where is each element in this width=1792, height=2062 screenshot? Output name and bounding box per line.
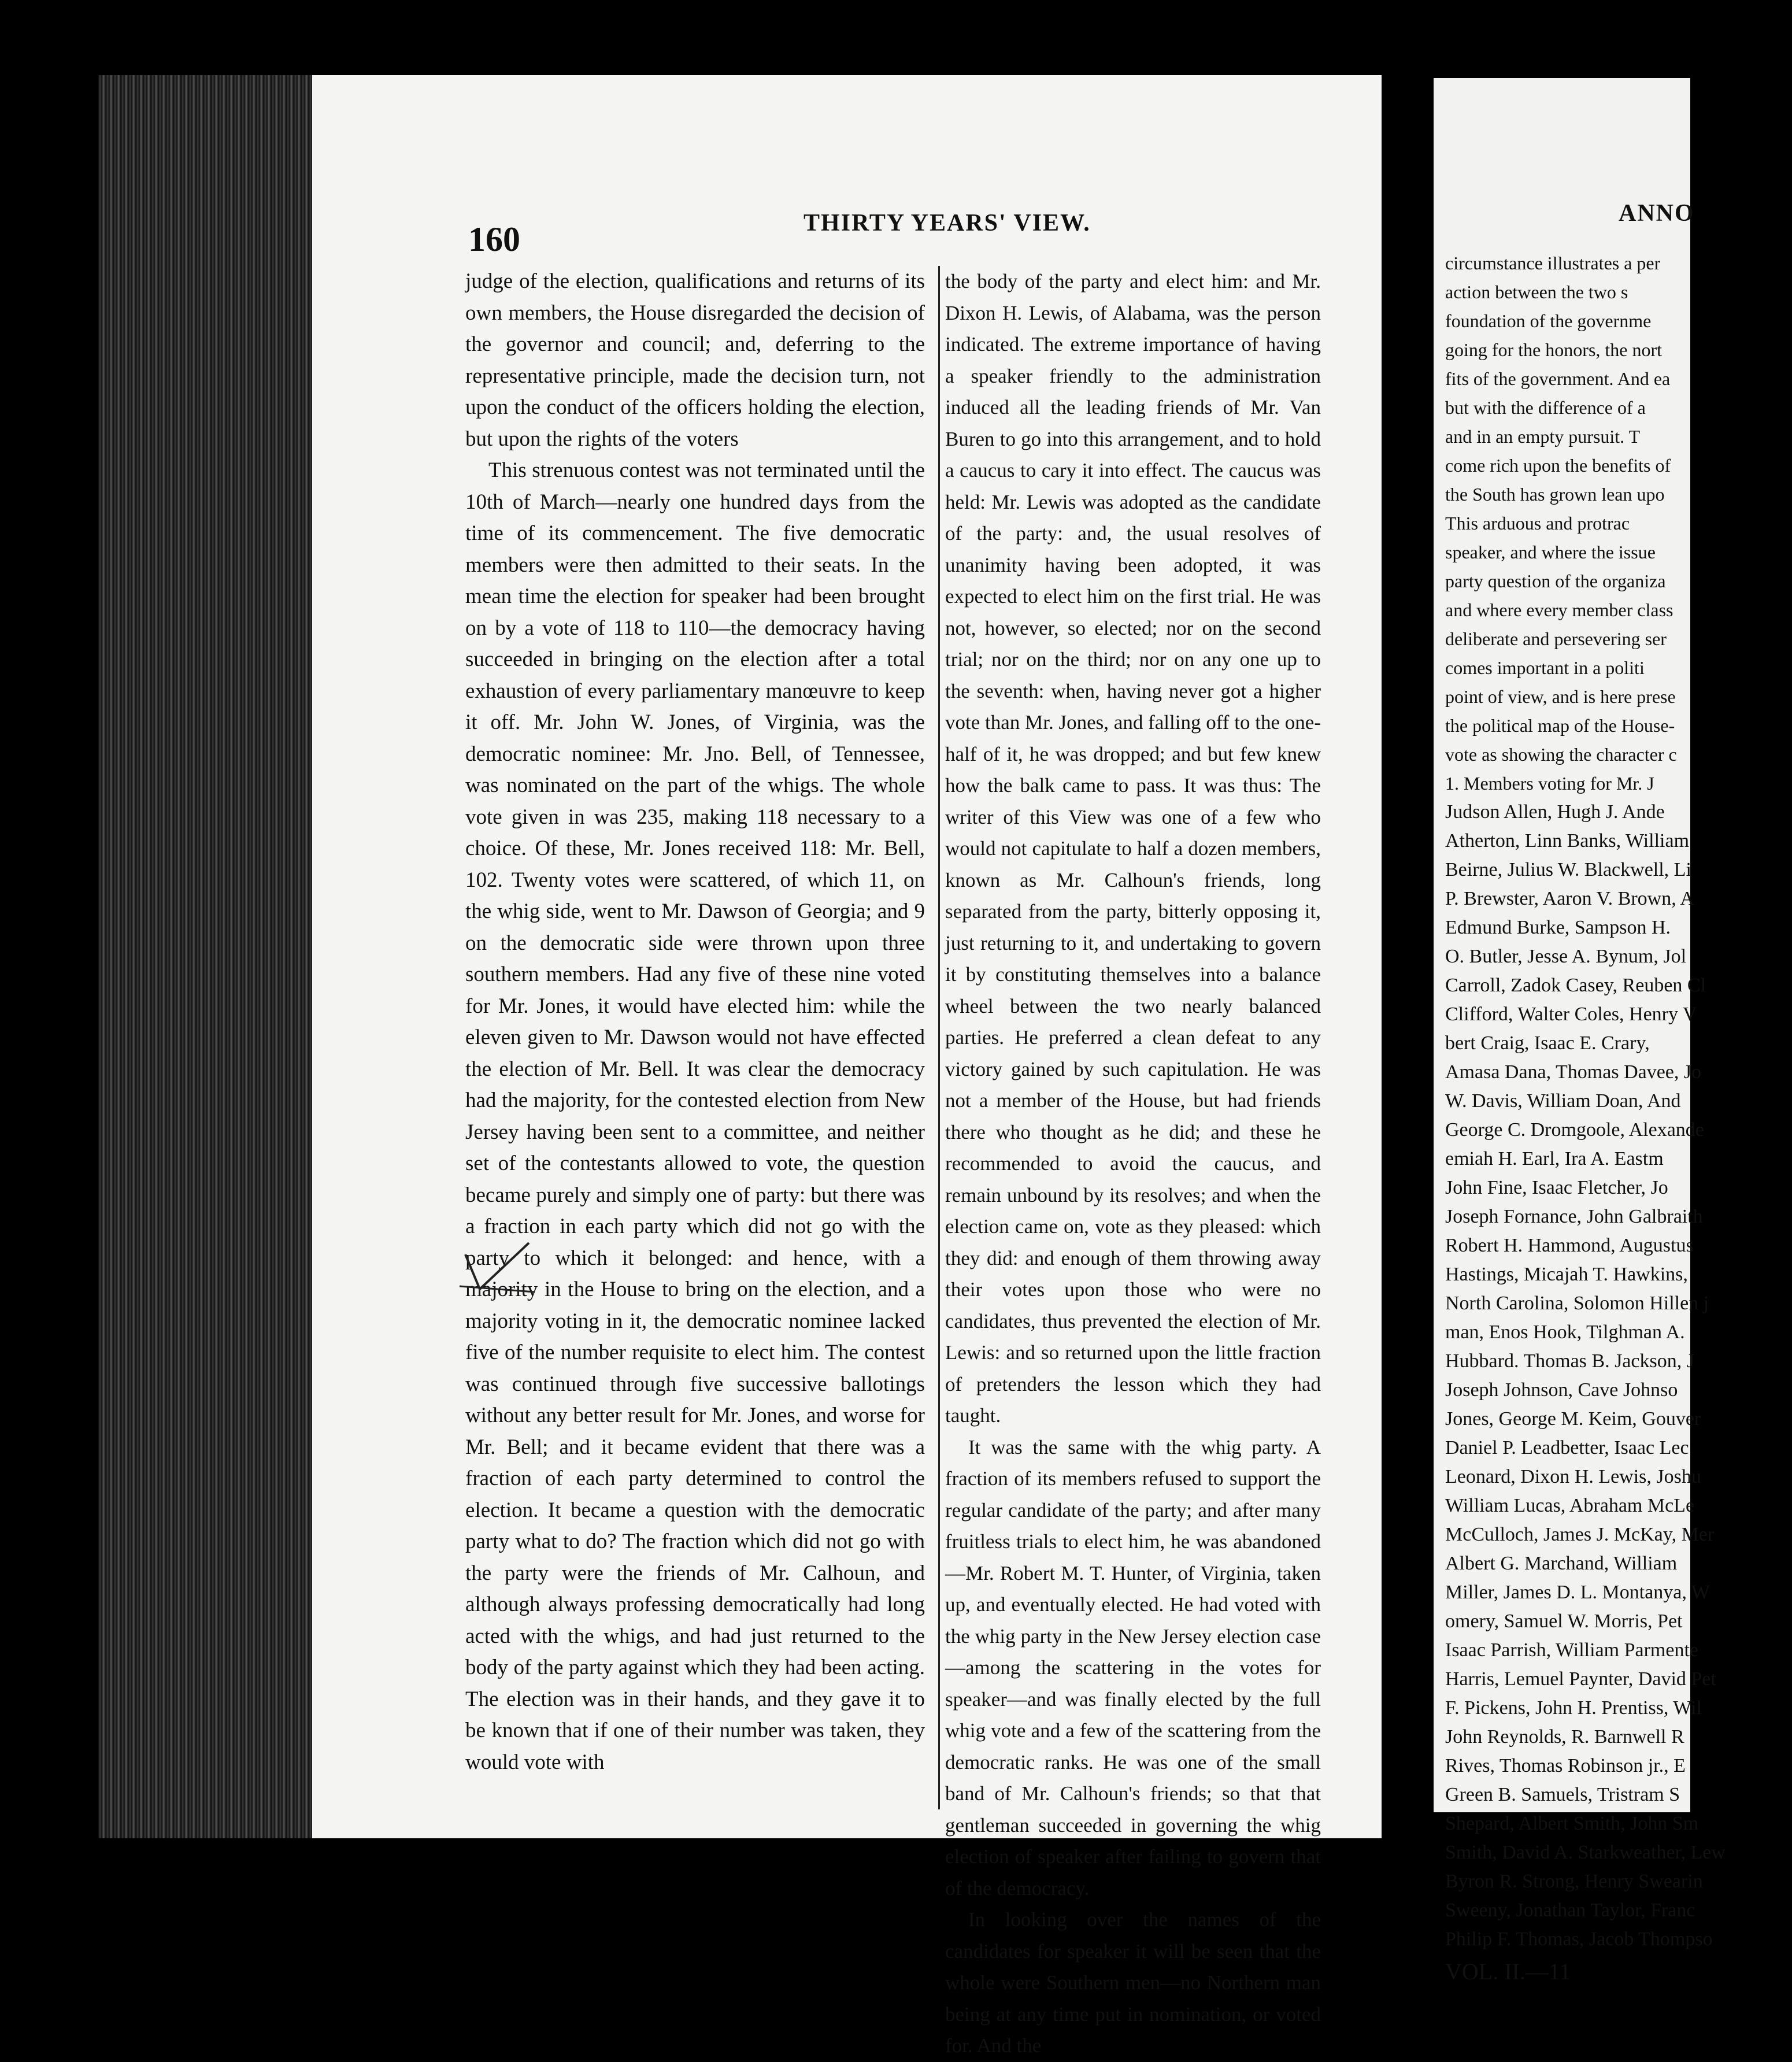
- member-name-line: Daniel P. Leadbetter, Isaac Lec: [1445, 1437, 1689, 1458]
- member-name-line: Robert H. Hammond, Augustus: [1445, 1235, 1694, 1256]
- text-line: fits of the government. And ea: [1445, 368, 1671, 389]
- member-name-line: emiah H. Earl, Ira A. Eastm: [1445, 1148, 1664, 1169]
- right-page: [1434, 78, 1726, 1985]
- member-name-line: Byron R. Strong, Henry Swearin: [1445, 1871, 1703, 1892]
- member-name-line: Miller, James D. L. Montanya, W: [1445, 1582, 1710, 1603]
- paragraph: It was the same with the whig party. A fraction of its members refused to support the regular candidate of the party; and after many fruitless trials to elect him, he was abandoned—Mr. Robert M. T. Hunter, of Virginia, taken up, and eventually elected. He had voted with the whig party in the New Jersey election case—among the scattering in the votes for speaker—and was finally elected by the full whig vote and a few of the scattering from the democratic ranks. He was one of the small band of Mr. Calhoun's friends; so that that gentleman succeeded in governing the whig election of speaker after failing to govern that of the democracy.: [945, 1435, 1321, 1900]
- member-name-line: O. Butler, Jesse A. Bynum, Jol: [1445, 946, 1687, 967]
- member-name-line: Clifford, Walter Coles, Henry V: [1445, 1004, 1697, 1025]
- member-name-line: Rives, Thomas Robinson jr., E: [1445, 1755, 1686, 1776]
- member-name-line: Atherton, Linn Banks, William: [1445, 830, 1690, 852]
- member-name-line: Sweeny, Jonathan Taylor, Franc: [1445, 1900, 1695, 1921]
- running-head: THIRTY YEARS' VIEW.: [804, 210, 1091, 236]
- text-line: foundation of the governme: [1445, 310, 1652, 331]
- member-name-line: Green B. Samuels, Tristram S: [1445, 1784, 1680, 1805]
- column-rule: [938, 266, 940, 1809]
- member-name-line: North Carolina, Solomon Hillen j: [1445, 1293, 1709, 1314]
- member-name-line: Smith, David A. Starkweather, Lew: [1445, 1842, 1726, 1863]
- paragraph: In looking over the names of the candidates for speaker it will be seen that the whole were Southern men—no Northern man being at any time put in nomination, or voted for. And the: [945, 1908, 1321, 2057]
- text-column-left: [465, 266, 925, 1778]
- member-name-line: man, Enos Hook, Tilghman A.: [1445, 1321, 1685, 1343]
- member-name-line: W. Davis, William Doan, And: [1445, 1090, 1681, 1112]
- member-name-line: Philip F. Thomas, Jacob Thompso: [1445, 1928, 1713, 1950]
- text-column-right: [945, 266, 1321, 2062]
- text-line: action between the two s: [1445, 282, 1628, 302]
- member-name-line: bert Craig, Isaac E. Crary,: [1445, 1032, 1650, 1054]
- member-name-line: Leonard, Dixon H. Lewis, Joshu: [1445, 1466, 1701, 1487]
- right-running-head: ANNO: [1619, 200, 1695, 227]
- member-name-line: John Reynolds, R. Barnwell R: [1445, 1726, 1684, 1748]
- text-line: going for the honors, the nort: [1445, 339, 1663, 360]
- member-name-line: Joseph Johnson, Cave Johnso: [1445, 1379, 1678, 1401]
- text-line: point of view, and is here prese: [1445, 686, 1676, 707]
- member-name-line: Amasa Dana, Thomas Davee, Jo: [1445, 1061, 1702, 1083]
- member-name-line: Beirne, Julius W. Blackwell, Li: [1445, 859, 1691, 880]
- member-name-line: P. Brewster, Aaron V. Brown, A: [1445, 888, 1694, 909]
- text-line: vote as showing the character c: [1445, 744, 1677, 765]
- text-line: but with the difference of a: [1445, 397, 1646, 418]
- member-name-line: Hubbard. Thomas B. Jackson, J: [1445, 1350, 1694, 1372]
- member-name-line: F. Pickens, John H. Prentiss, Wil: [1445, 1697, 1702, 1719]
- text-line: speaker, and where the issue: [1445, 542, 1656, 562]
- member-name-line: McCulloch, James J. McKay, Mer: [1445, 1524, 1715, 1545]
- text-line: This arduous and protrac: [1445, 513, 1630, 534]
- member-name-line: Shepard, Albert Smith, John Sm: [1445, 1813, 1699, 1834]
- member-name-line: John Fine, Isaac Fletcher, Jo: [1445, 1177, 1668, 1198]
- member-name-line: Judson Allen, Hugh J. Ande: [1445, 801, 1665, 823]
- text-line: party question of the organiza: [1445, 571, 1666, 591]
- right-page-text: [1445, 249, 1792, 1986]
- paragraph: judge of the election, qualifications and returns of its own members, the House disregarded the decision of the governor and council; and, deferring to the representative principle, made the decision turn, not upon the conduct of the officers holding the election, but upon the rights of the voters: [465, 269, 925, 451]
- member-name-line: Harris, Lemuel Paynter, David Pet: [1445, 1668, 1716, 1690]
- paragraph: the body of the party and elect him: and Mr. Dixon H. Lewis, of Alabama, was the person indicated. The extreme importance of having a speaker friendly to the administration induced all the leading friends of Mr. Van Buren to go into this arrangement, and to hold a caucus to cary it into effect. The caucus was held: Mr. Lewis was adopted as the candidate of the party: and, the usual resolves of unanimity having been adopted, it was expected to elect him on the first trial. He was not, however, so elected; nor on the second trial; nor on the third; nor on any one up to the seventh: when, having never got a higher vote than Mr. Jones, and falling off to the one-half of it, he was dropped; and but few knew how the balk came to pass. It was thus: The writer of this View was one of a few who would not capitulate to half a dozen members, known as Mr. Calhoun's friends, long separated from the party, bitterly opposing it, just returning to it, and undertaking to govern it by constituting themselves into a balance wheel between the two nearly balanced parties. He preferred a clean defeat to any victory gained by such capitulation. He was not a member of the House, but had friends there who thought as he did; and these he recommended to avoid the caucus, and remain unbound by its resolves; and when the election came on, vote as they pleased: which they did: and enough of them throwing away their votes upon those who were no candidates, thus prevented the election of Mr. Lewis: and so returned upon the little fraction of pretenders the lesson which they had taught.: [945, 270, 1321, 1427]
- member-name-line: William Lucas, Abraham McLe: [1445, 1495, 1695, 1516]
- member-name-line: Joseph Fornance, John Galbraith: [1445, 1206, 1703, 1227]
- text-line: comes important in a politi: [1445, 657, 1645, 678]
- member-name-line: George C. Dromgoole, Alexande: [1445, 1119, 1704, 1141]
- page-number: 160: [468, 220, 520, 258]
- text-line: deliberate and persevering ser: [1445, 628, 1667, 649]
- text-line: come rich upon the benefits of: [1445, 455, 1671, 476]
- text-line: and where every member class: [1445, 599, 1673, 620]
- left-page: [312, 75, 1382, 2057]
- text-line: the South has grown lean upo: [1445, 484, 1665, 505]
- member-name-line: Isaac Parrish, William Parmente: [1445, 1639, 1698, 1661]
- volume-footer: VOL. II.—11: [1445, 1959, 1571, 1985]
- member-name-line: Edmund Burke, Sampson H.: [1445, 917, 1671, 938]
- paragraph: This strenuous contest was not terminated until the 10th of March—nearly one hundred days from the time of its commencement. The five democratic members were then admitted to their seats. In the mean time the election for speaker had been brought on by a vote of 118 to 110—the democracy having succeeded in bringing on the election after a total exhaustion of every parliamentary manœuvre to keep it off. Mr. John W. Jones, of Virginia, was the democratic nominee: Mr. Jno. Bell, of Tennessee, was nominated on the part of the whigs. The whole vote given in was 235, making 118 necessary to a choice. Of these, Mr. Jones received 118: Mr. Bell, 102. Twenty votes were scattered, of which 11, on the whig side, went to Mr. Dawson of Georgia; and 9 on the democratic side were thrown upon three southern members. Had any five of these nine voted for Mr. Jones, it would have elected him: while the eleven given to Mr. Dawson would not have effected the election of Mr. Bell. It was clear the democracy had the majority, for the contested election from New Jersey having been sent to a committee, and neither set of the contestants allowed to vote, the question became purely and simply one of party: but there was a fraction in each party which did not go with the party to which it belonged: and hence, with a majority in the House to bring on the election, and a majority voting in it, the democratic nominee lacked five of the number requisite to elect him. The contest was continued through five successive ballotings without any better result for Mr. Jones, and worse for Mr. Bell; and it became evident that there was a fraction of each party determined to control the election. It became a question with the democratic party what to do? The fraction which did not go with the party were the friends of Mr. Calhoun, and although always professing democratically had long acted with the whigs, and had just returned to the body of the party against which they had been acting. The election was in their hands, and they gave it to be known that if one of their number was taken, they would vote with: [465, 458, 925, 1774]
- member-name-line: Albert G. Marchand, William: [1445, 1553, 1678, 1574]
- member-name-line: Jones, George M. Keim, Gouver: [1445, 1408, 1701, 1430]
- book-spine-edge: [98, 75, 312, 1838]
- member-name-line: omery, Samuel W. Morris, Pet: [1445, 1611, 1683, 1632]
- handwritten-check-mark: [448, 1220, 540, 1312]
- text-line: 1. Members voting for Mr. J: [1445, 773, 1654, 794]
- member-name-line: Hastings, Micajah T. Hawkins,: [1445, 1264, 1688, 1285]
- text-line: and in an empty pursuit. T: [1445, 426, 1641, 447]
- member-name-line: Carroll, Zadok Casey, Reuben Cl: [1445, 975, 1706, 996]
- text-line: circumstance illustrates a per: [1445, 253, 1661, 273]
- text-line: the political map of the House-: [1445, 715, 1675, 736]
